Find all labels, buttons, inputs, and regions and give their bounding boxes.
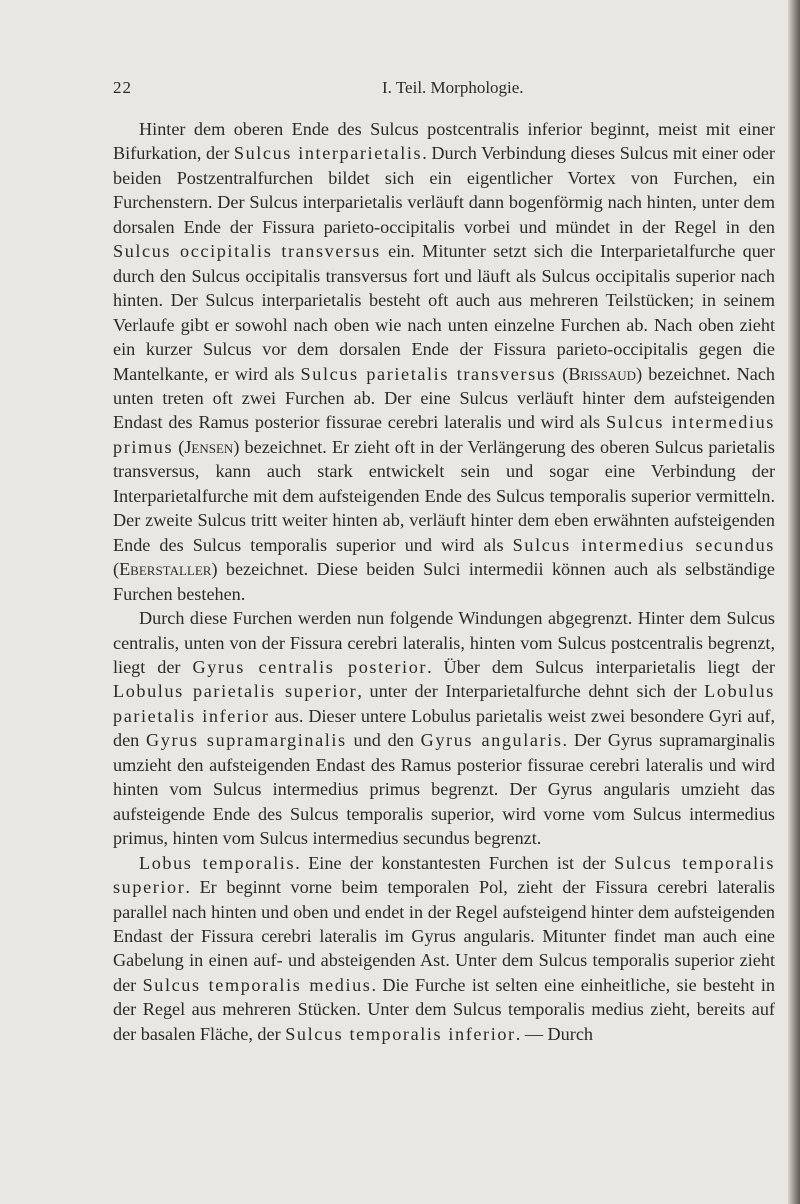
running-title: I. Teil. Morphologie. bbox=[382, 78, 524, 97]
text-run: . Über dem Sulcus interparietalis liegt der bbox=[427, 656, 775, 677]
text-run: aus. Dieser untere Lobulus parietalis weist zwei besondere Gyri auf, den bbox=[113, 705, 776, 751]
text-run: ) bezeichnet. Diese beiden Sulci intermedii können auch als selbständige Furchen bestehen. bbox=[113, 559, 775, 604]
spaced-term: Gyrus angularis bbox=[420, 730, 563, 751]
text-run: ) bezeichnet. Er zieht oft in der Verlängerung des oberen Sulcus parietalis transversus, kann auch stark entwickelt sein und sogar eine Verbindung der Interparietalfurche mit dem aufsteigenden Ende des Sulcus temporalis superior vermitteln. Der zweite Sulcus tritt weiter hinten ab, verläuft hinter dem eben erwähnten aufsteigenden Ende des Sulcus temporalis superior und wird als bbox=[113, 436, 775, 555]
text-run: . Die Furche ist selten eine einheitliche, sie besteht in der Regel aus mehreren Stücken. Unter dem Sulcus temporalis medius zieht, bereits auf der basalen Fläche, der bbox=[113, 974, 776, 1044]
body-text bbox=[113, 117, 775, 1046]
spaced-term: Sulcus occipitalis transversus bbox=[113, 241, 381, 262]
spaced-term: Sulcus temporalis superior bbox=[113, 852, 776, 898]
text-run: ( bbox=[173, 436, 185, 457]
text-run: Hinter dem oberen Ende des Sulcus postcentralis inferior beginnt, meist mit einer Bifurkation, der bbox=[113, 119, 775, 164]
text-run: und den bbox=[346, 730, 421, 751]
paragraph-windungen bbox=[113, 606, 775, 851]
spaced-term: Sulcus temporalis inferior bbox=[285, 1023, 516, 1044]
author-name: Eberstaller bbox=[119, 559, 212, 580]
page-header bbox=[0, 78, 800, 102]
text-run: . Er beginnt vorne beim temporalen Pol, zieht der Fissura cerebri lateralis parallel nach hinten und oben und endet in der Regel aufsteigend hinter dem aufsteigenden Endast der Fissura cerebri lateralis im Gyrus angularis. Mitunter findet man auch eine Gabelung in einen auf- und absteigenden Ast. Unter dem Sulcus temporalis superior zieht der bbox=[113, 877, 775, 995]
spaced-term: Sulcus intermedius secundus bbox=[512, 534, 775, 555]
spaced-term: Sulcus interparietalis bbox=[233, 143, 423, 164]
text-run: . Der Gyrus supramarginalis umzieht den aufsteigenden Endast des Ramus posterior fissurae cerebri lateralis und wird hinten vom Sulcus intermedius primus begrenzt. Der Gyrus angularis umzieht das aufsteigende Ende des Sulcus temporalis superior, wird vorne vom Sulcus intermedius primus, hinten vom Sulcus intermedius secundus begrenzt. bbox=[113, 730, 775, 849]
text-run: ein. Mitunter setzt sich die Interparietalfurche quer durch den Sulcus occipitalis transversus fort und läuft als Sulcus occipitalis superior nach hinten. Der Sulcus interparietalis besteht oft auch aus mehreren Teilstücken; in seinem Verlaufe gibt er sowohl nach oben wie nach unten einzelne Furchen ab. Nach oben zieht ein kurzer Sulcus vor dem dorsalen Ende der Fissura parieto-occipitalis gegen die Mantelkante, er wird als bbox=[113, 241, 775, 384]
author-name: Jensen bbox=[184, 436, 234, 457]
text-run: , unter der Interparietalfurche dehnt sich der bbox=[357, 681, 705, 702]
spaced-term: Lobulus parietalis inferior bbox=[113, 681, 775, 726]
spaced-term: Sulcus temporalis medius bbox=[142, 974, 372, 995]
text-run: . Durch Verbindung dieses Sulcus mit einer oder beiden Postzentralfurchen bildet sich ein eigentlicher Vortex von Furchen, ein Furchenstern. Der Sulcus interparietalis verläuft dann bogenförmig nach hinten, unter dem dorsalen Ende der Fissura parieto-occipitalis vorbei und mündet in der Regel in den bbox=[113, 143, 775, 237]
text-run: ( bbox=[556, 363, 569, 384]
paragraph-lobus-temporalis bbox=[113, 851, 775, 1047]
text-run: . — Durch bbox=[515, 1023, 593, 1044]
spaced-term: Lobus temporalis bbox=[139, 852, 296, 873]
spaced-term: Gyrus centralis posterior bbox=[192, 656, 428, 677]
spaced-term: Sulcus intermedius primus bbox=[113, 412, 775, 457]
author-name: Brissaud bbox=[568, 363, 637, 384]
text-run: ( bbox=[113, 559, 120, 580]
text-run: Durch diese Furchen werden nun folgende Windungen abgegrenzt. Hinter dem Sulcus centralis, unten von der Fissura cerebri lateralis, hinten vom Sulcus postcentralis begrenzt, liegt der bbox=[113, 608, 775, 677]
page-edge-shadow bbox=[788, 0, 800, 1204]
text-run: ) bezeichnet. Nach unten treten oft zwei Furchen ab. Der eine Sulcus verläuft hinter dem aufsteigenden Endast des Ramus posterior fissurae cerebri lateralis und wird als bbox=[113, 363, 776, 433]
spaced-term: Gyrus supramarginalis bbox=[146, 730, 347, 751]
spaced-term: Lobulus parietalis superior bbox=[113, 681, 358, 702]
paragraph-sulcus-interparietalis bbox=[113, 117, 775, 606]
text-run: . Eine der konstantesten Furchen ist der bbox=[295, 852, 615, 873]
page-number: 22 bbox=[113, 78, 132, 97]
spaced-term: Sulcus parietalis transversus bbox=[300, 363, 557, 384]
